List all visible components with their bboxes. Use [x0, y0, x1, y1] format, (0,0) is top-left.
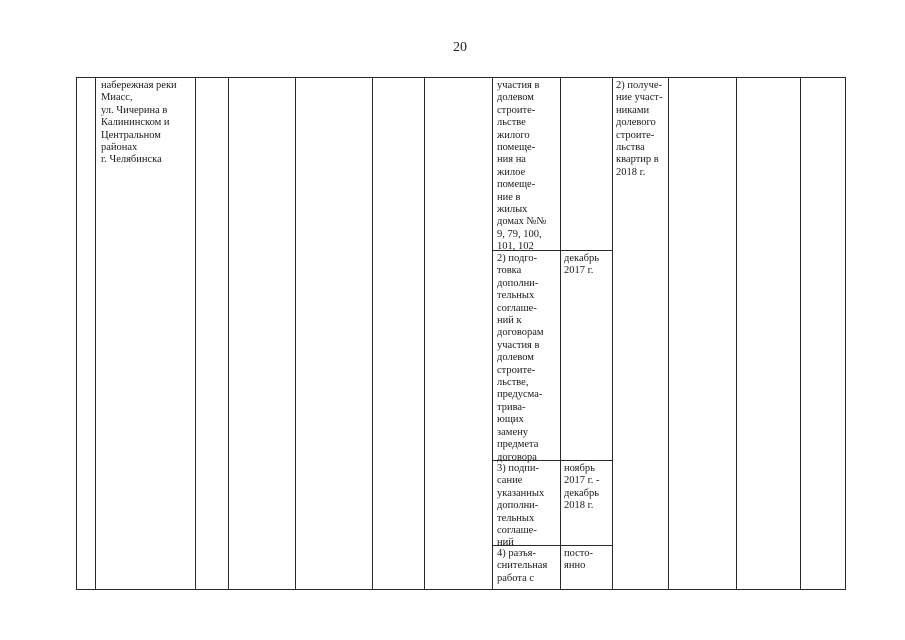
table-column-divider: [95, 77, 96, 590]
stage-4-term: посто- янно: [564, 548, 593, 572]
stage-3-term: ноябрь 2017 г. - декабрь 2018 г.: [564, 463, 600, 512]
expected-result-text: 2) получе- ние участ- никами долевого строите- льства квартир в 2018 г.: [616, 80, 663, 178]
table-column-divider: [76, 77, 77, 590]
stage-4-text: 4) разъя- снительная работа с: [497, 548, 548, 584]
table-column-divider: [612, 77, 613, 590]
table-bottom-border: [76, 589, 846, 590]
table-column-divider: [845, 77, 846, 590]
table-column-divider: [736, 77, 737, 590]
stage-2-term: декабрь 2017 г.: [564, 253, 599, 277]
table-top-border: [76, 77, 846, 78]
table-column-divider: [424, 77, 425, 590]
table-column-divider: [560, 77, 561, 590]
stage-2-text: 2) подго- товка дополни- тельных соглаше- ний к договорам участия в долевом строите- льстве, предусма- трива- ющих замену предмета договора: [497, 253, 544, 463]
stage-1-text: участия в долевом строите- льстве жилого помеще- ния на жилое помеще- ние в жилых домах №№ 9, 79, 100, 101, 102: [497, 80, 547, 253]
table-column-divider: [668, 77, 669, 590]
table-column-divider: [228, 77, 229, 590]
table-column-divider: [195, 77, 196, 590]
page-number: 20: [453, 40, 467, 55]
table-column-divider: [800, 77, 801, 590]
stage-3-text: 3) подпи- сание указанных дополни- тельных соглаше- ний: [497, 463, 545, 549]
table-column-divider: [372, 77, 373, 590]
table-column-divider: [295, 77, 296, 590]
table-column-divider: [492, 77, 493, 590]
object-address-cell: набережная реки Миасс, ул. Чичерина в Калининском и Центральном районах г. Челябинска: [101, 80, 177, 166]
